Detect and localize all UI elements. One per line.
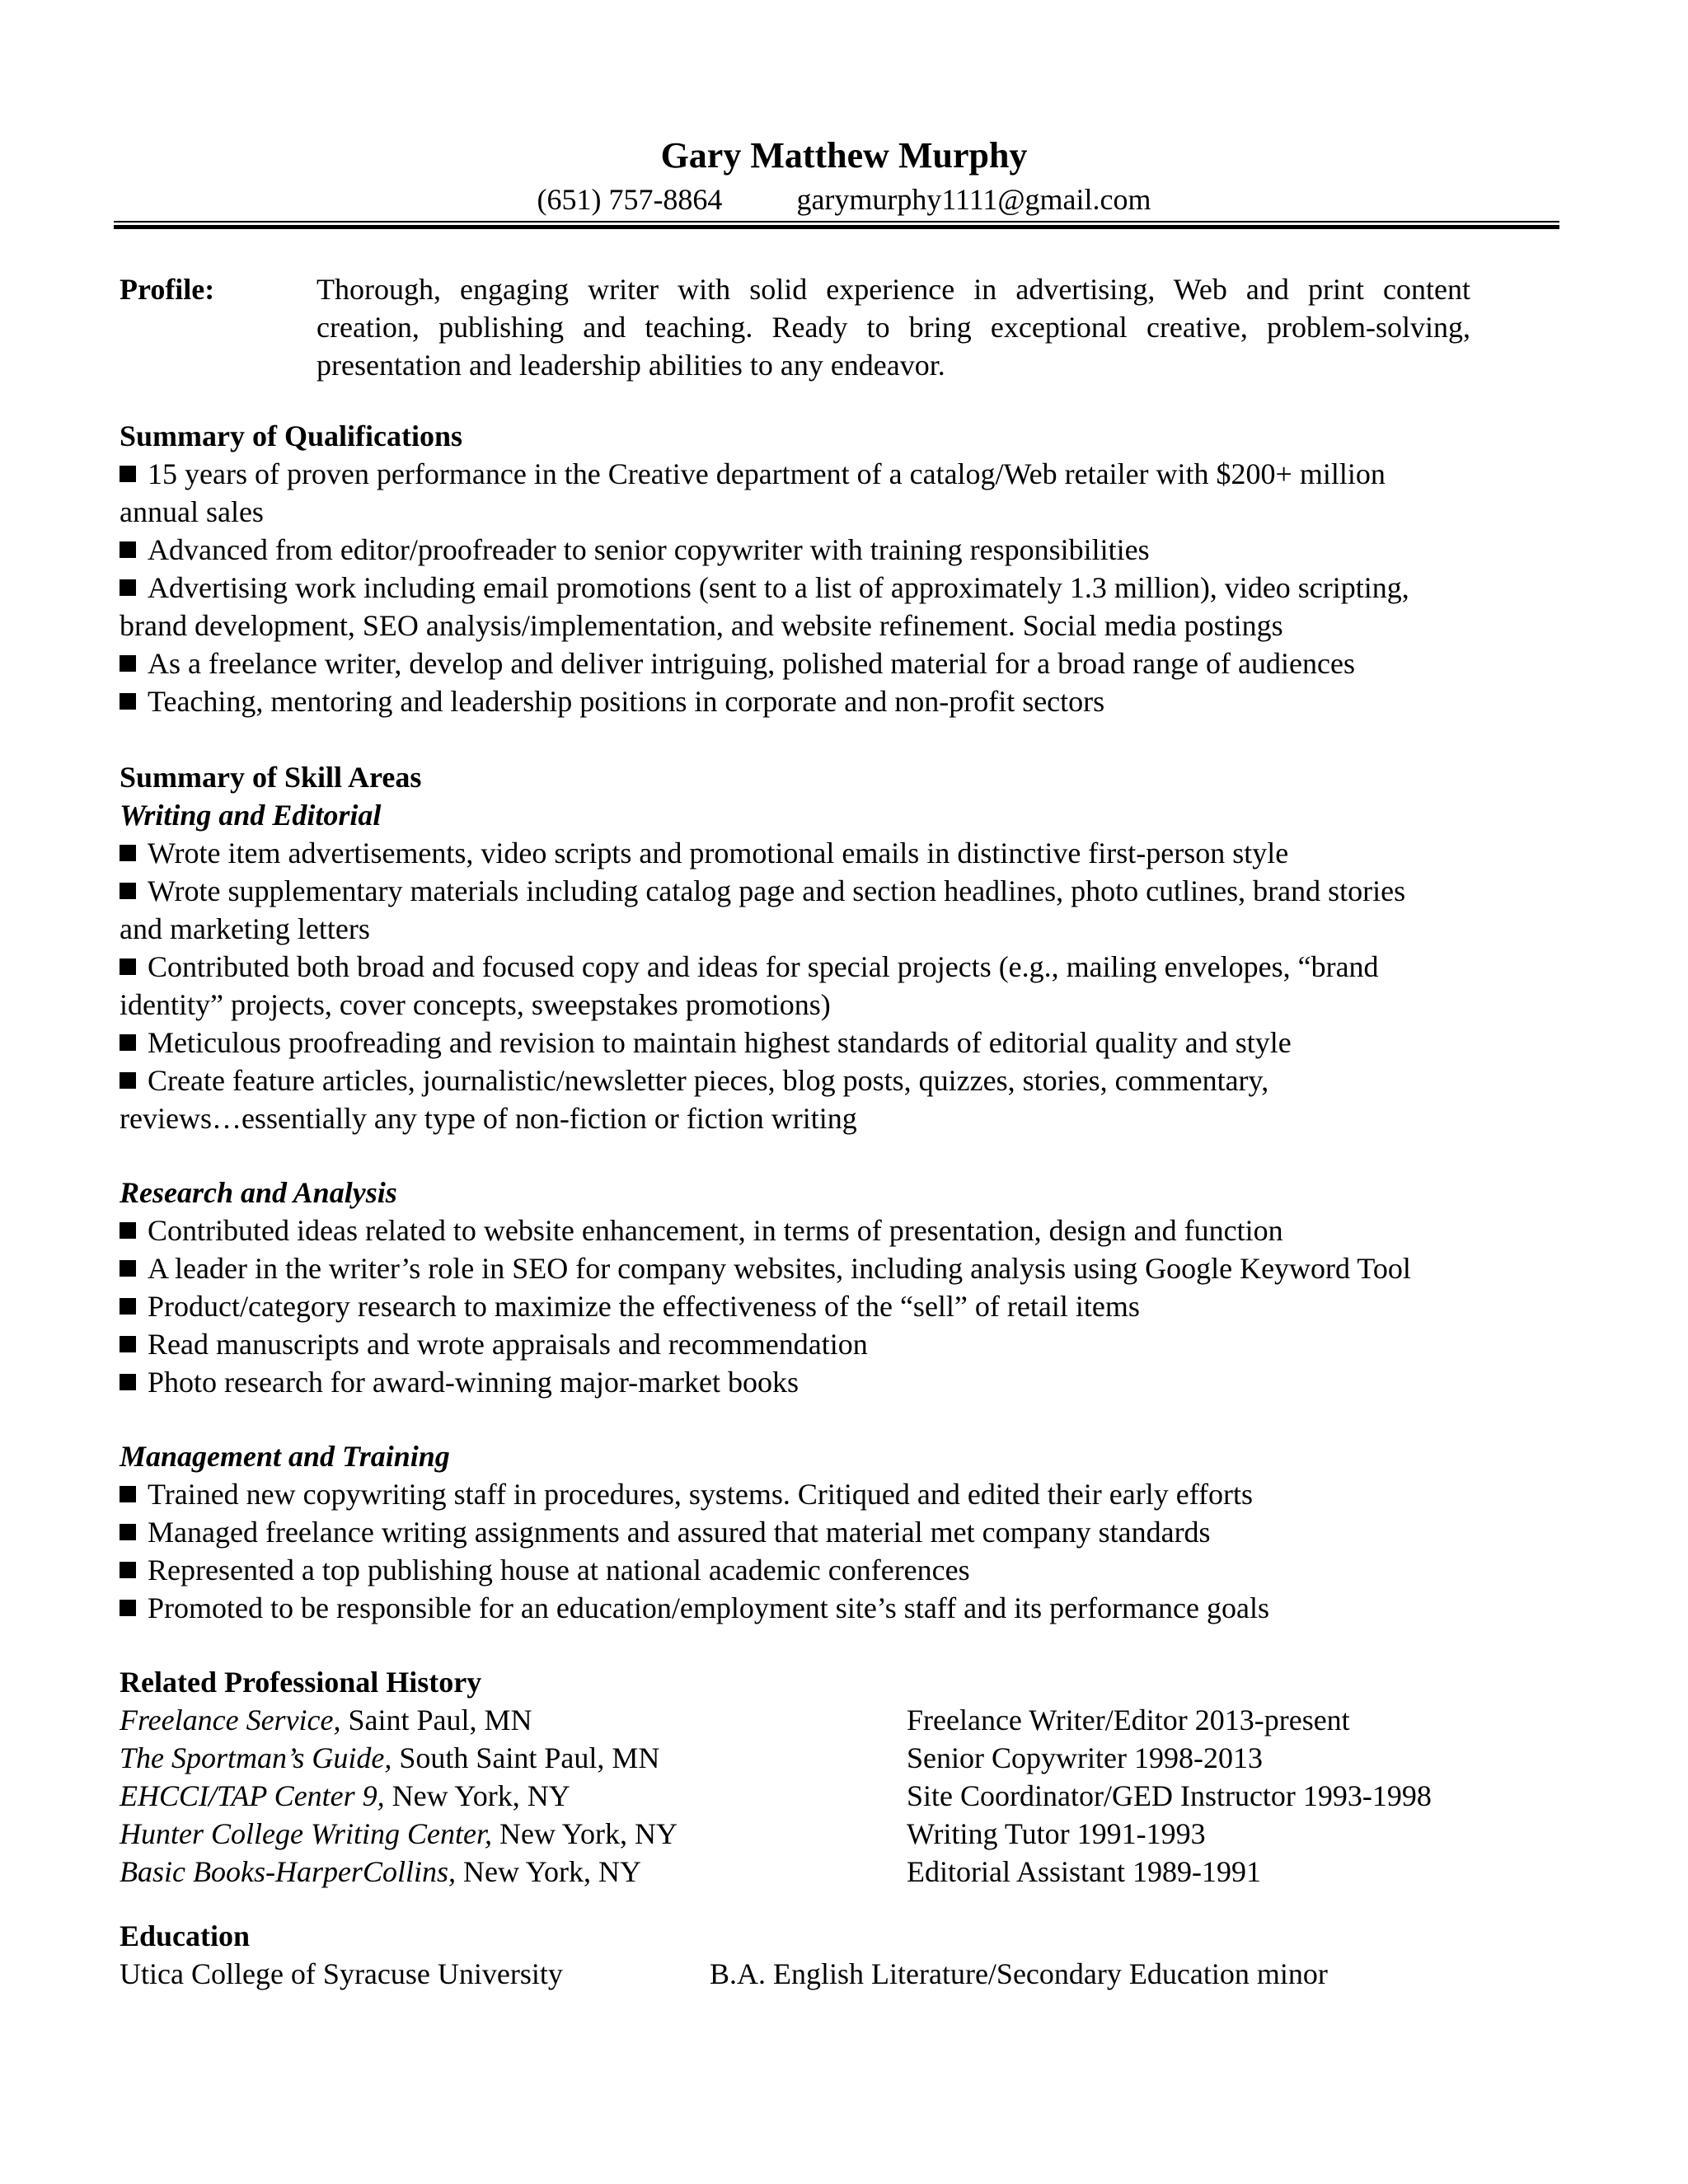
list-item: Teaching, mentoring and leadership positions in corporate and non-profit sectors <box>120 682 1570 720</box>
list-item: Contributed ideas related to website enhancement, in terms of presentation, design and function <box>120 1212 1570 1249</box>
bullet-square-icon <box>120 1034 136 1051</box>
list-item-continuation: reviews…essentially any type of non-fiction or fiction writing <box>120 1102 857 1135</box>
candidate-name: Gary Matthew Murphy <box>660 135 1028 176</box>
profile-label: Profile: <box>120 273 215 306</box>
profile-text <box>316 270 1470 384</box>
skills-section <box>120 758 1570 1137</box>
education-section <box>120 1917 1570 1993</box>
list-item: Represented a top publishing house at national academic conferences <box>120 1551 1570 1589</box>
profile-line: Thorough, engaging writer with solid experience in advertising, Web and print content <box>316 273 1470 306</box>
employer: EHCCI/TAP Center 9, New York, NY <box>120 1779 570 1812</box>
job-role: Writing Tutor 1991-1993 <box>907 1817 1206 1850</box>
list-item-continuation: and marketing letters <box>120 912 370 945</box>
management-subsection <box>120 1437 1570 1627</box>
bullet-square-icon <box>120 1374 136 1390</box>
bullet-square-icon <box>120 1072 136 1089</box>
degree: B.A. English Literature/Secondary Education minor <box>710 1957 1328 1990</box>
job-role: Senior Copywriter 1998-2013 <box>907 1741 1263 1774</box>
bullet-square-icon <box>120 466 136 482</box>
header-divider-thick <box>114 225 1559 229</box>
history-row <box>120 1853 1570 1891</box>
section-title-skills: Summary of Skill Areas <box>120 761 422 794</box>
school-name: Utica College of Syracuse University <box>120 1957 563 1990</box>
list-item: Meticulous proofreading and revision to maintain highest standards of editorial quality and style <box>120 1024 1570 1062</box>
bullet-square-icon <box>120 1222 136 1239</box>
bullet-square-icon <box>120 541 136 558</box>
employer: Hunter College Writing Center, New York, NY <box>120 1817 678 1850</box>
profile-line: presentation and leadership abilities to any endeavor. <box>316 349 945 382</box>
list-item: Product/category research to maximize the effectiveness of the “sell” of retail items <box>120 1287 1570 1325</box>
list-item-continuation: annual sales <box>120 495 264 528</box>
section-title-history: Related Professional History <box>120 1666 482 1699</box>
list-item: Contributed both broad and focused copy and ideas for special projects (e.g., mailing envelopes, “brand <box>120 948 1570 986</box>
list-item: Advanced from editor/proofreader to senior copywriter with training responsibilities <box>120 531 1570 569</box>
history-section <box>120 1663 1570 1891</box>
bullet-square-icon <box>120 883 136 899</box>
section-title-qualifications: Summary of Qualifications <box>120 419 463 452</box>
subsection-title-management: Management and Training <box>120 1440 450 1473</box>
education-row <box>120 1955 1570 1993</box>
bullet-square-icon <box>120 1298 136 1315</box>
phone-number: (651) 757-8864 <box>537 183 723 216</box>
bullet-square-icon <box>120 655 136 672</box>
list-item: Create feature articles, journalistic/newsletter pieces, blog posts, quizzes, stories, commentary, <box>120 1062 1570 1099</box>
bullet-square-icon <box>120 1600 136 1616</box>
qualifications-section <box>120 417 1570 720</box>
bullet-square-icon <box>120 579 136 596</box>
bullet-square-icon <box>120 958 136 975</box>
list-item: Trained new copywriting staff in procedures, systems. Critiqued and edited their early efforts <box>120 1475 1570 1513</box>
job-role: Editorial Assistant 1989-1991 <box>907 1855 1261 1888</box>
list-item-continuation: brand development, SEO analysis/implementation, and website refinement. Social media postings <box>120 609 1283 642</box>
list-item: As a freelance writer, develop and deliver intriguing, polished material for a broad range of audiences <box>120 644 1570 682</box>
job-role: Site Coordinator/GED Instructor 1993-1998 <box>907 1779 1432 1812</box>
subsection-title-research: Research and Analysis <box>120 1176 397 1209</box>
list-item: A leader in the writer’s role in SEO for company websites, including analysis using Google Keyword Tool <box>120 1249 1570 1287</box>
bullet-square-icon <box>120 1486 136 1502</box>
bullet-square-icon <box>120 845 136 861</box>
list-item: Managed freelance writing assignments and assured that material met company standards <box>120 1513 1570 1551</box>
header-divider-thin <box>114 221 1559 223</box>
bullet-square-icon <box>120 1562 136 1578</box>
bullet-square-icon <box>120 1336 136 1352</box>
research-subsection <box>120 1174 1570 1401</box>
profile-line: creation, publishing and teaching. Ready to bring exceptional creative, problem-solving, <box>316 311 1470 344</box>
employer: The Sportman’s Guide, South Saint Paul, MN <box>120 1741 660 1774</box>
list-item: Advertising work including email promotions (sent to a list of approximately 1.3 million), video scripting, <box>120 569 1570 607</box>
section-title-education: Education <box>120 1919 251 1952</box>
email-address: garymurphy1111@gmail.com <box>796 183 1151 216</box>
list-item: Promoted to be responsible for an education/employment site’s staff and its performance goals <box>120 1589 1570 1627</box>
history-row <box>120 1777 1570 1815</box>
list-item-continuation: identity” projects, cover concepts, sweepstakes promotions) <box>120 988 831 1021</box>
bullet-square-icon <box>120 693 136 710</box>
history-row <box>120 1701 1570 1739</box>
history-row <box>120 1739 1570 1777</box>
bullet-square-icon <box>120 1260 136 1277</box>
list-item: Photo research for award-winning major-market books <box>120 1363 1570 1401</box>
bullet-square-icon <box>120 1524 136 1540</box>
list-item: Wrote supplementary materials including catalog page and section headlines, photo cutlines, brand stories <box>120 872 1570 910</box>
employer: Basic Books-HarperCollins, New York, NY <box>120 1855 642 1888</box>
employer: Freelance Service, Saint Paul, MN <box>120 1704 532 1736</box>
job-role: Freelance Writer/Editor 2013-present <box>907 1704 1350 1736</box>
subsection-title-writing: Writing and Editorial <box>120 799 382 832</box>
history-row <box>120 1815 1570 1853</box>
list-item: Wrote item advertisements, video scripts and promotional emails in distinctive first-person style <box>120 834 1570 872</box>
list-item: Read manuscripts and wrote appraisals and recommendation <box>120 1325 1570 1363</box>
list-item: 15 years of proven performance in the Creative department of a catalog/Web retailer with $200+ million <box>120 455 1570 493</box>
contact-line <box>0 181 1688 218</box>
